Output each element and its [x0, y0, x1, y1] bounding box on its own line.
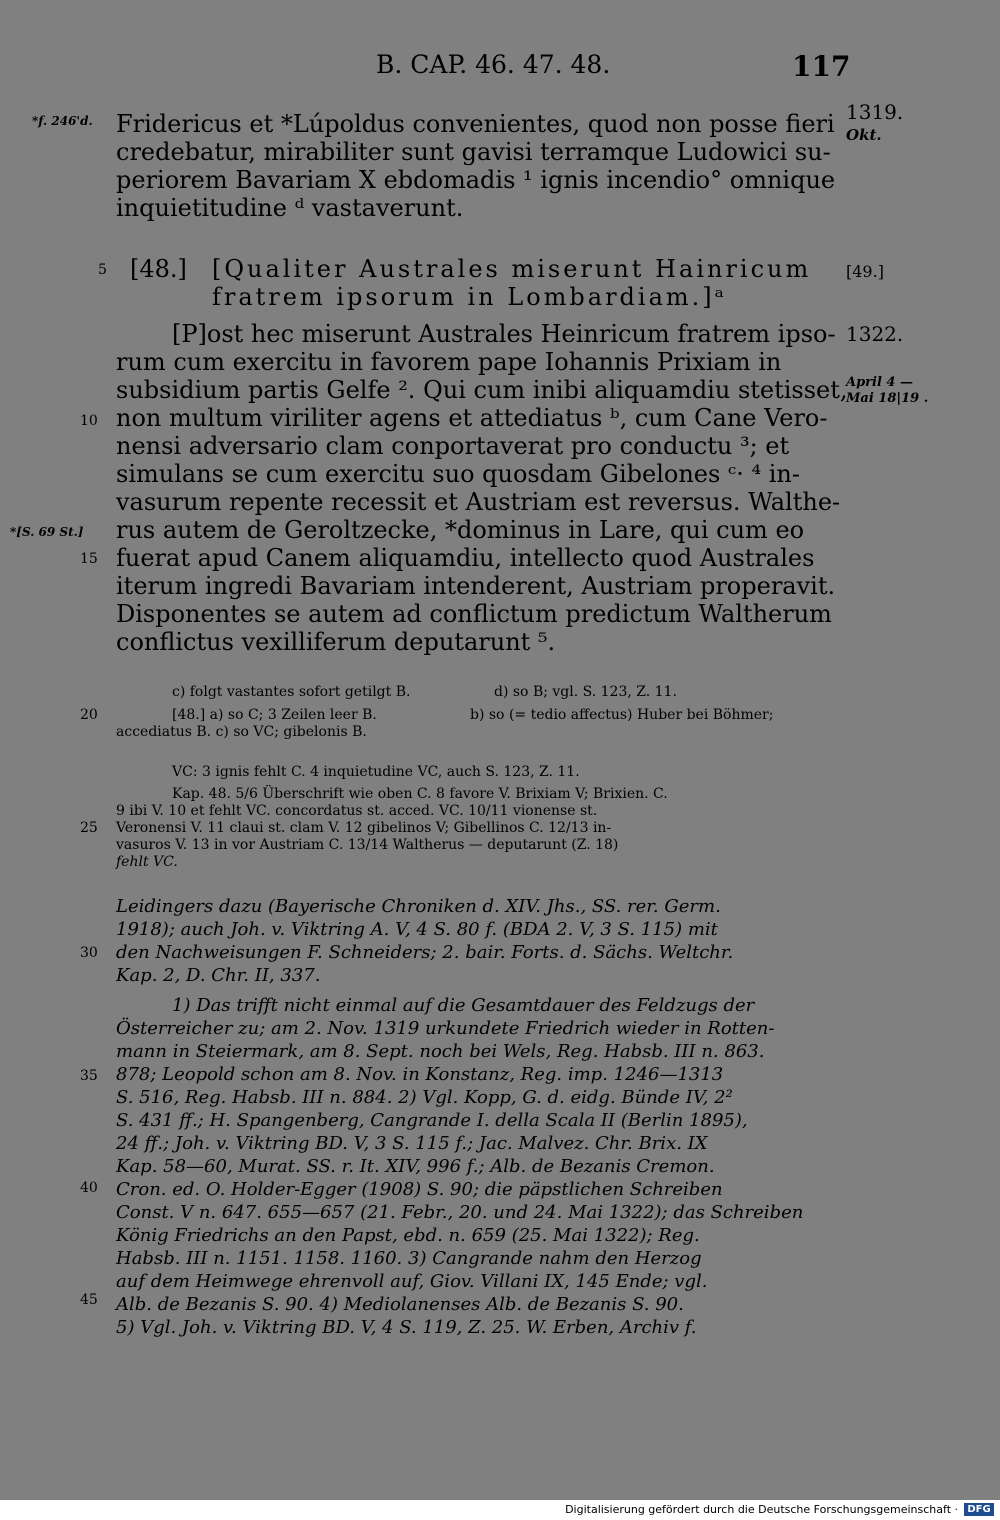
footnote-line: 5) Vgl. Joh. v. Viktring BD. V, 4 S. 119, Z. 25. W. Erben, Archiv f.	[116, 1317, 697, 1338]
text-line: subsidium partis Gelfe ². Qui cum inibi aliquamdiu stetisset,	[116, 376, 848, 404]
running-header: B. CAP. 46. 47. 48.	[376, 50, 611, 79]
text-line: non multum viriliter agens et attediatus ᵇ, cum Cane Vero-	[116, 404, 828, 432]
footnote-line: Const. V n. 647. 655—657 (21. Febr., 20. und 24. Mai 1322); das Schreiben	[116, 1202, 804, 1223]
margin-date-year: 1319.	[846, 100, 904, 124]
footnote-line: 1918); auch Joh. v. Viktring A. V, 4 S. 80 f. (BDA 2. V, 3 S. 115) mit	[116, 919, 718, 940]
footnote-line: 1) Das trifft nicht einmal auf die Gesamtdauer des Feldzugs der	[172, 995, 755, 1016]
variant-note: fehlt VC.	[116, 854, 178, 870]
text-line: conflictus vexilliferum deputarunt ⁵.	[116, 628, 556, 656]
footnote-line: mann in Steiermark, am 8. Sept. noch bei Wels, Reg. Habsb. III n. 863.	[116, 1041, 765, 1062]
text-line: credebatur, mirabiliter sunt gavisi terramque Ludowici su-	[116, 138, 831, 166]
variant-note: 9 ibi V. 10 et fehlt VC. concordatus st. acced. VC. 10/11 vionense st.	[116, 803, 598, 819]
footnote-line: Habsb. III n. 1151. 1158. 1160. 3) Cangrande nahm den Herzog	[116, 1248, 702, 1269]
text-line: Fridericus et *Lúpoldus convenientes, quod non posse fieri	[116, 110, 835, 138]
footnote-line: 24 ff.; Joh. v. Viktring BD. V, 3 S. 115 f.; Jac. Malvez. Chr. Brix. IX	[116, 1133, 708, 1154]
footnote-line: Kap. 2, D. Chr. II, 337.	[116, 965, 321, 986]
page-reference: *[S. 69 St.]	[10, 525, 84, 539]
footnote-line: S. 516, Reg. Habsb. III n. 884. 2) Vgl. Kopp, G. d. eidg. Bünde IV, 2²	[116, 1087, 733, 1108]
text-line: vasurum repente recessit et Austriam est reversus. Walthe-	[116, 488, 841, 516]
footnote-line: auf dem Heimwege ehrenvoll auf, Giov. Villani IX, 145 Ende; vgl.	[116, 1271, 708, 1292]
page-number: 117	[792, 50, 851, 83]
apparatus-note: accediatus B. c) so VC; gibelonis B.	[116, 724, 367, 740]
chapter-title-line: fratrem ipsorum in Lombardiam.]ᵃ	[212, 283, 727, 311]
text-line: fuerat apud Canem aliquamdiu, intellecto quod Australes	[116, 544, 815, 572]
text-line: rus autem de Geroltzecke, *dominus in Lare, qui cum eo	[116, 516, 805, 544]
footnote-line: Leidingers dazu (Bayerische Chroniken d. XIV. Jhs., SS. rer. Germ.	[116, 896, 721, 917]
margin-date-year: 1322.	[846, 322, 904, 346]
text-line: periorem Bavariam X ebdomadis ¹ ignis incendio° omnique	[116, 166, 836, 194]
footnote-line: Alb. de Bezanis S. 90. 4) Mediolanenses Alb. de Bezanis S. 90.	[116, 1294, 684, 1315]
chapter-number: [48.]	[130, 255, 187, 283]
footnote-line: Cron. ed. O. Holder-Egger (1908) S. 90; die päpstlichen Schreiben	[116, 1179, 723, 1200]
line-number: 45	[80, 1292, 98, 1308]
apparatus-note: c) folgt vastantes sofort getilgt B.	[172, 684, 411, 700]
text-line: Disponentes se autem ad conflictum predictum Waltherum	[116, 600, 832, 628]
margin-date-range-start: April 4 —	[846, 375, 913, 390]
folio-reference: *f. 246'd.	[32, 114, 93, 128]
line-number: 30	[80, 945, 98, 961]
text-line: [P]ost hec miserunt Australes Heinricum fratrem ipso-	[172, 320, 836, 348]
apparatus-note: [48.] a) so C; 3 Zeilen leer B.	[172, 707, 377, 723]
line-number: 35	[80, 1068, 98, 1084]
variant-note: Veronensi V. 11 claui st. clam V. 12 gibelinos V; Gibellinos C. 12/13 in-	[116, 820, 612, 836]
variant-note: vasuros V. 13 in vor Austriam C. 13/14 Waltherus — deputarunt (Z. 18)	[116, 837, 619, 853]
margin-date-month: Okt.	[846, 126, 882, 144]
footnote-line: 878; Leopold schon am 8. Nov. in Konstanz, Reg. imp. 1246—1313	[116, 1064, 724, 1085]
text-line: nensi adversario clam conportaverat pro conductu ³; et	[116, 432, 790, 460]
text-line: rum cum exercitu in favorem pape Iohannis Prixiam in	[116, 348, 782, 376]
line-number: 25	[80, 820, 98, 836]
margin-date-range-end: Mai 18|19 .	[846, 391, 929, 406]
line-number: 10	[80, 413, 98, 429]
chapter-title-line: [Qualiter Australes miserunt Hainricum	[212, 255, 812, 283]
line-number: 40	[80, 1180, 98, 1196]
apparatus-note: b) so (= tedio affectus) Huber bei Böhmer;	[470, 707, 774, 723]
footnote-line: den Nachweisungen F. Schneiders; 2. bair. Forts. d. Sächs. Weltchr.	[116, 942, 734, 963]
footnote-line: Österreicher zu; am 2. Nov. 1319 urkundete Friedrich wieder in Rotten-	[116, 1018, 775, 1039]
dfg-logo-icon: DFG	[964, 1503, 994, 1516]
text-line: simulans se cum exercitu suo quosdam Gibelones ᶜ· ⁴ in-	[116, 460, 800, 488]
text-line: iterum ingredi Bavariam intenderent, Austriam properavit.	[116, 572, 836, 600]
line-number: 15	[80, 551, 98, 567]
footnote-line: Kap. 58—60, Murat. SS. r. It. XIV, 996 f.; Alb. de Bezanis Cremon.	[116, 1156, 715, 1177]
variant-note: Kap. 48. 5/6 Überschrift wie oben C. 8 favore V. Brixiam V; Brixien. C.	[172, 786, 668, 802]
chapter-cross-reference: [49.]	[846, 262, 884, 281]
line-number: 20	[80, 707, 98, 723]
line-number: 5	[98, 262, 107, 278]
footer-credit: Digitalisierung gefördert durch die Deutsche Forschungsgemeinschaft ·	[565, 1503, 958, 1516]
apparatus-note: d) so B; vgl. S. 123, Z. 11.	[494, 684, 677, 700]
variant-note: VC: 3 ignis fehlt C. 4 inquietudine VC, auch S. 123, Z. 11.	[172, 764, 580, 780]
footnote-line: S. 431 ff.; H. Spangenberg, Cangrande I. della Scala II (Berlin 1895),	[116, 1110, 748, 1131]
footnote-line: König Friedrichs an den Papst, ebd. n. 659 (25. Mai 1322); Reg.	[116, 1225, 700, 1246]
text-line: inquietitudine ᵈ vastaverunt.	[116, 194, 464, 222]
digitization-footer	[0, 1500, 1000, 1520]
